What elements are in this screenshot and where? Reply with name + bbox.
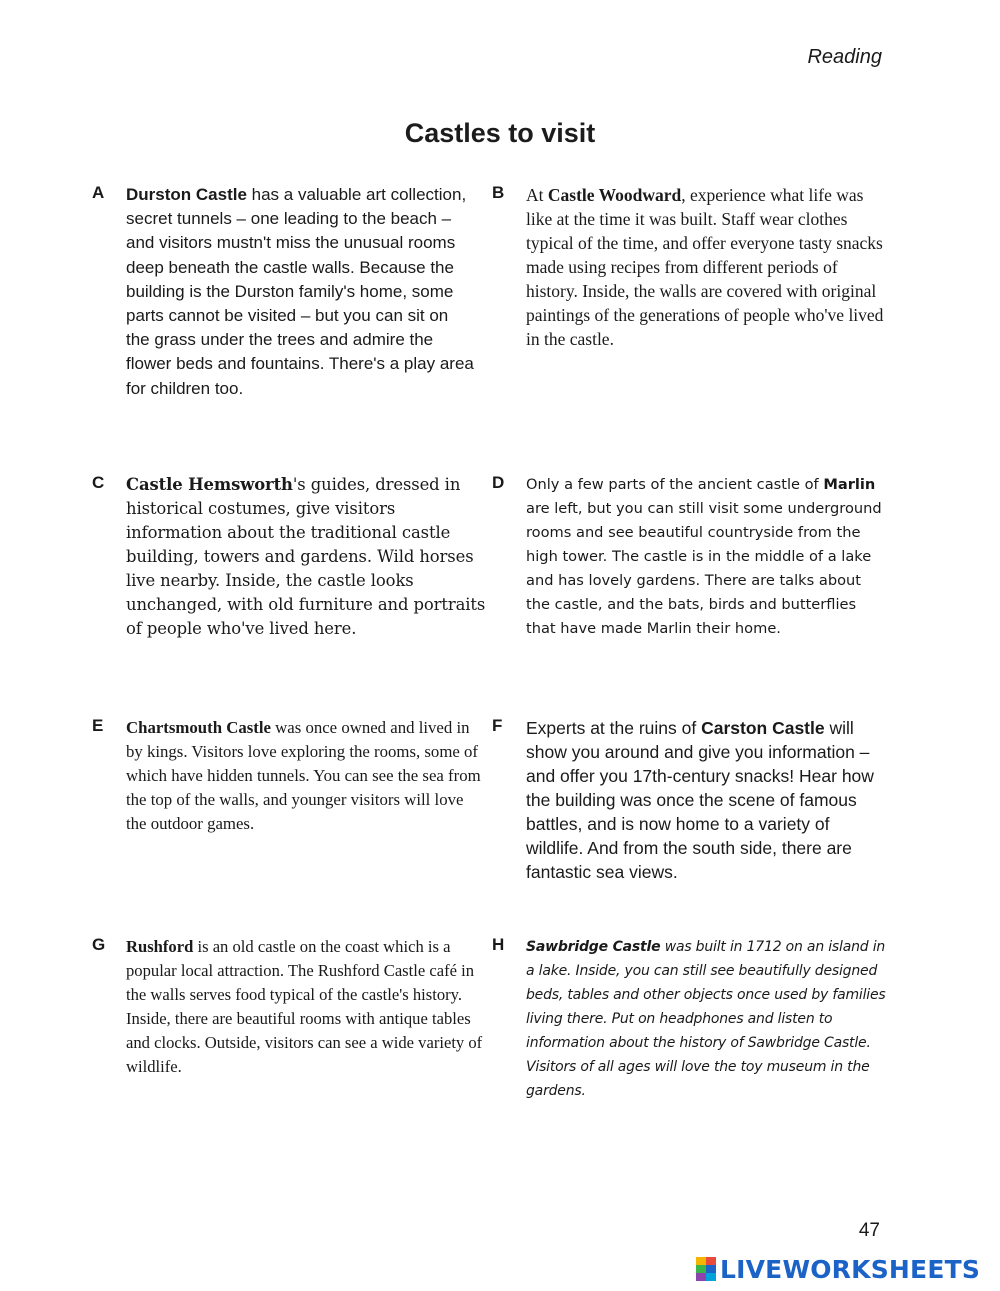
entry-text: [126, 183, 476, 401]
entry-text: [526, 473, 886, 641]
entry-body: was once owned and lived in by kings. Visitors love exploring the rooms, some of which have hidden tunnels. You can see the sea from the top of the walls, and younger visitors will love the outdoor games.: [126, 718, 481, 833]
entry-body: was built in 1712 on an island in a lake. Inside, you can still see beautifully designed beds, tables and other objects once used by families living there. Put on headphones and listen to information about the history of Sawbridge Castle. Visitors of all ages will love the toy museum in the gardens.: [526, 939, 886, 1099]
entry-letter: F: [492, 716, 503, 735]
entry-letter: H: [492, 935, 505, 954]
castle-name: Castle Hemsworth: [126, 475, 293, 494]
entry-letter: A: [92, 183, 105, 202]
logo-text: LIVEWORKSHEETS: [720, 1254, 981, 1284]
entry-text: [526, 935, 886, 1103]
castle-name: Sawbridge Castle: [526, 939, 661, 955]
entry-text: [526, 716, 886, 884]
entry-body: is an old castle on the coast which is a popular local attraction. The Rushford Castle café in the walls serves food typical of the castle's history. Inside, there are beautiful rooms with antique tables and clocks. Outside, visitors can see a wide variety of wildlife.: [126, 937, 483, 1076]
castle-entry-h: [492, 935, 886, 1103]
castle-name: Castle Woodward: [547, 185, 682, 205]
castle-name: Rushford: [126, 937, 194, 956]
castle-entry-g: [92, 935, 486, 1079]
entry-prefix: Only a few parts of the ancient castle of: [526, 476, 824, 493]
page-number: 47: [858, 1220, 880, 1241]
castle-entry-a: [92, 183, 476, 401]
entry-body: has a valuable art collection, secret tunnels – one leading to the beach – and visitors mustn't miss the unusual rooms deep beneath the castle walls. Because the building is the Durston family's home, some parts cannot be visited – but you can sit on the grass under the trees and admire the flower beds and fountains. There's a play area for children too.: [126, 185, 474, 398]
castle-entry-d: [492, 473, 886, 641]
page-title: Castles to visit: [404, 118, 596, 148]
entry-prefix: Experts at the ruins of: [526, 718, 702, 738]
entry-letter: D: [492, 473, 505, 492]
entry-body: are left, but you can still visit some underground rooms and see beautiful countryside from the high tower. The castle is in the middle of a lake and has lovely gardens. There are talks about the castle, and the bats, birds and butterflies that have made Marlin their home.: [526, 500, 882, 637]
entry-body: , experience what life was like at the time it was built. Staff wear clothes typical of the time, and offer everyone tasty snacks made using recipes from different periods of history. Inside, the walls are covered with original paintings of the generations of people who've lived in the castle.: [526, 185, 884, 349]
entry-text: [126, 716, 486, 836]
castle-entry-b: [492, 183, 886, 351]
entry-body: will show you around and give you information – and offer you 17th-century snacks! Hear how the building was once the scene of famous battles, and is now home to a variety of wildlife. And from the south side, there are fantastic sea views.: [526, 718, 874, 882]
entry-text: [126, 473, 486, 641]
castle-entry-f: [492, 716, 886, 884]
castle-name: Marlin: [823, 476, 876, 493]
castle-name: Carston Castle: [701, 718, 825, 738]
section-label: Reading: [807, 46, 882, 68]
entry-text: [526, 183, 886, 351]
entry-prefix: At: [526, 185, 548, 205]
castle-entry-c: [92, 473, 486, 641]
entry-body: 's guides, dressed in historical costumes, give visitors information about the traditional castle building, towers and gardens. Wild horses live nearby. Inside, the castle looks unchanged, with old furniture and portraits of people who've lived here.: [126, 475, 486, 638]
castle-name: Chartsmouth Castle: [126, 718, 271, 737]
entry-letter: G: [92, 935, 106, 954]
castle-entry-e: [92, 716, 486, 836]
entry-letter: B: [492, 183, 505, 202]
castle-name: Durston Castle: [126, 185, 247, 204]
blocks-icon: [696, 1257, 716, 1281]
entry-text: [126, 935, 486, 1079]
entry-letter: C: [92, 473, 105, 492]
liveworksheets-logo: [696, 1254, 980, 1284]
entry-letter: E: [92, 716, 104, 735]
